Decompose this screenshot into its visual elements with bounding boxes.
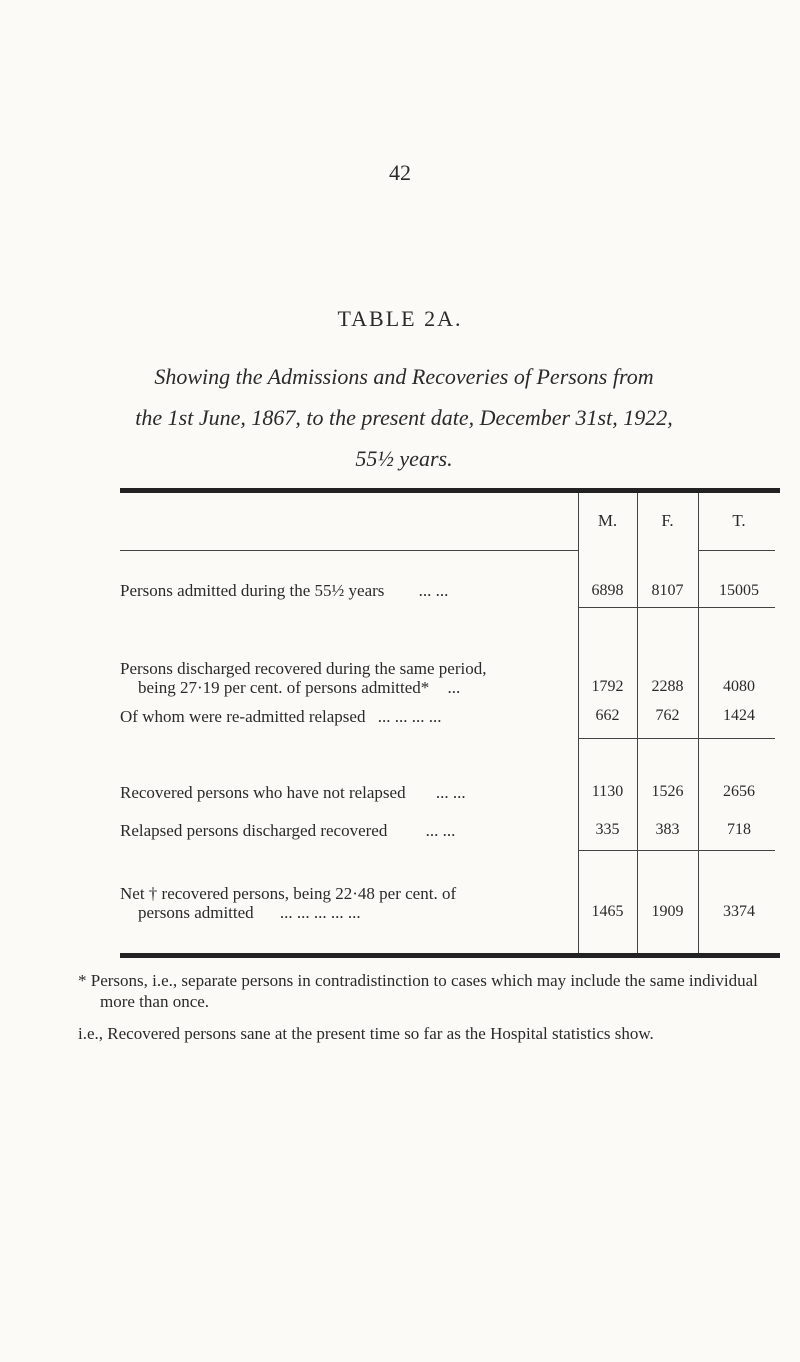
row-rule bbox=[578, 738, 775, 739]
leader-dots: ... ... ... ... bbox=[377, 707, 442, 726]
column-divider-f bbox=[637, 493, 638, 953]
row-label-net-recovered bbox=[120, 884, 456, 922]
table-subtitle bbox=[54, 356, 754, 479]
table-title: TABLE 2A. bbox=[337, 306, 463, 331]
subtitle-line-1: Showing the Admissions and Recoveries of Persons from bbox=[154, 364, 654, 389]
cell-f: 8107 bbox=[651, 582, 684, 599]
leader-dots: ... ... bbox=[435, 783, 466, 802]
row-rule bbox=[578, 850, 775, 851]
leader-dots: ... ... ... ... ... bbox=[279, 903, 361, 922]
row-label-readmitted bbox=[120, 707, 441, 726]
row-label-not-relapsed bbox=[120, 783, 466, 802]
leader-dots: ... ... bbox=[418, 581, 449, 600]
cell-f: 383 bbox=[655, 821, 680, 838]
row-label-relapsed-recovered bbox=[120, 821, 455, 840]
row-label-line-1: Persons discharged recovered during the same period, bbox=[120, 659, 487, 678]
column-header-m: M. bbox=[597, 511, 618, 530]
row-label-line-2 bbox=[120, 678, 487, 697]
row-label-text: Persons admitted during the 55½ years bbox=[120, 581, 385, 600]
table-bottom-rule bbox=[120, 953, 780, 958]
cell-m: 1130 bbox=[591, 783, 624, 800]
cell-f: 762 bbox=[655, 707, 680, 724]
row-label-text: being 27·19 per cent. of persons admitted* bbox=[138, 678, 430, 697]
row-label-text: Relapsed persons discharged recovered bbox=[120, 821, 388, 840]
cell-t: 15005 bbox=[719, 582, 759, 599]
row-label-line-2 bbox=[120, 903, 456, 922]
row-label-text: Of whom were re-admitted relapsed bbox=[120, 707, 366, 726]
row-label-text: Recovered persons who have not relapsed bbox=[120, 783, 406, 802]
row-label-line-1: Net † recovered persons, being 22·48 per cent. of bbox=[120, 884, 457, 903]
footnote-recovered: i.e., Recovered persons sane at the present time so far as the Hospital statistics show. bbox=[78, 1024, 654, 1043]
cell-t: 4080 bbox=[723, 678, 755, 695]
cell-t: 1424 bbox=[723, 707, 755, 724]
row-rule bbox=[578, 607, 775, 608]
header-rule-right bbox=[698, 550, 775, 551]
row-label-text: persons admitted bbox=[138, 903, 254, 922]
cell-t: 3374 bbox=[723, 903, 755, 920]
subtitle-line-2: the 1st June, 1867, to the present date, December 31st, 1922, bbox=[135, 405, 673, 430]
footnote-persons: * Persons, i.e., separate persons in contradistinction to cases which may include the same individual more than once. bbox=[78, 971, 758, 1011]
leader-dots: ... bbox=[447, 678, 461, 697]
cell-m: 335 bbox=[595, 821, 620, 838]
page-number: 42 bbox=[389, 160, 411, 185]
header-rule-left bbox=[120, 550, 578, 551]
column-divider-m bbox=[578, 493, 579, 953]
column-divider-t bbox=[698, 493, 699, 953]
table-top-rule bbox=[120, 488, 780, 493]
cell-m: 662 bbox=[595, 707, 620, 724]
leader-dots: ... ... bbox=[425, 821, 456, 840]
cell-f: 2288 bbox=[651, 678, 684, 695]
row-label-admitted bbox=[120, 581, 448, 600]
cell-m: 6898 bbox=[591, 582, 624, 599]
column-header-f: F. bbox=[661, 511, 674, 530]
cell-f: 1526 bbox=[651, 783, 684, 800]
subtitle-line-3: 55½ years. bbox=[355, 446, 453, 471]
cell-m: 1465 bbox=[591, 903, 624, 920]
row-label-discharged bbox=[120, 659, 487, 697]
footnotes bbox=[78, 970, 758, 1055]
column-header-t: T. bbox=[732, 511, 746, 530]
cell-f: 1909 bbox=[651, 903, 684, 920]
cell-t: 718 bbox=[727, 821, 751, 838]
cell-t: 2656 bbox=[723, 783, 755, 800]
cell-m: 1792 bbox=[591, 678, 624, 695]
